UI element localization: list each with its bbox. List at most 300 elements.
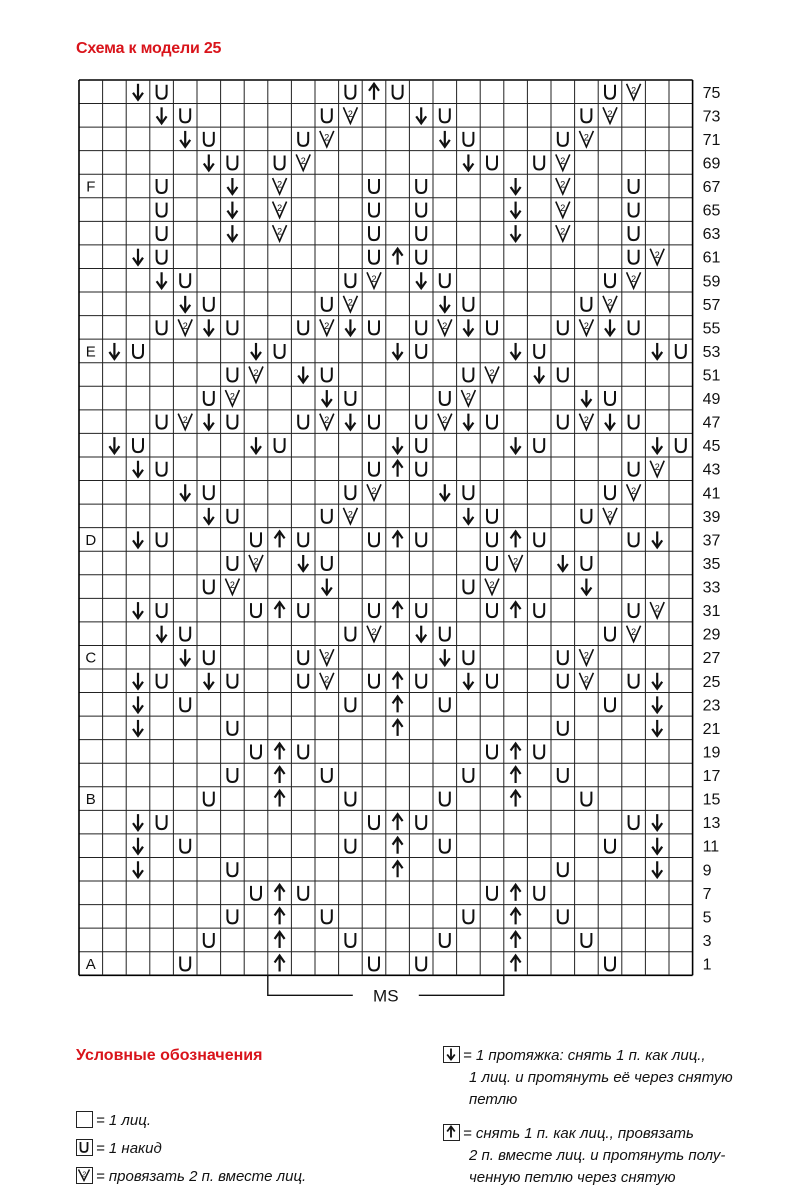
- yarn-over-icon: [157, 815, 167, 829]
- row-number: 57: [702, 296, 721, 314]
- legend-sk2po: [443, 1123, 725, 1189]
- k2tog-icon: [320, 414, 334, 430]
- legend-skpo-text-2: 1 лиц. и протянуть её через снятую: [469, 1069, 733, 1086]
- slip-1-k2tog-pass-over-icon: [393, 696, 403, 712]
- row-number: 59: [702, 273, 721, 291]
- slip-1-k2tog-pass-over-icon: [511, 956, 521, 972]
- yarn-over-icon: [298, 650, 308, 664]
- k2tog-symbol-icon: [76, 1167, 93, 1184]
- slip-1-knit-1-pass-over-icon: [652, 343, 662, 359]
- row-number: 11: [702, 838, 720, 856]
- yarn-over-icon: [227, 320, 237, 334]
- svg-text:2: 2: [371, 485, 377, 496]
- slip-1-knit-1-pass-over-icon: [180, 296, 190, 312]
- row-number: 13: [702, 815, 721, 833]
- yarn-over-icon: [157, 415, 167, 429]
- svg-text:2: 2: [324, 415, 330, 426]
- svg-text:2: 2: [513, 556, 519, 567]
- svg-text:2: 2: [324, 674, 330, 685]
- row-number: 25: [702, 673, 721, 691]
- yarn-over-icon: [629, 462, 639, 476]
- yarn-over-icon: [204, 792, 214, 806]
- slip-1-knit-1-pass-over-icon: [227, 225, 237, 241]
- svg-text:2: 2: [371, 627, 377, 638]
- slip-1-knit-1-pass-over-icon: [393, 437, 403, 453]
- k2tog-icon: [178, 414, 192, 430]
- k2tog-icon: [273, 178, 287, 194]
- yarn-over-icon: [369, 179, 379, 193]
- yarn-over-icon: [558, 650, 568, 664]
- yarn-over-icon: [581, 933, 591, 947]
- svg-text:2: 2: [182, 320, 188, 331]
- yarn-over-icon: [416, 250, 426, 264]
- legend-yo-text: = 1 накид: [96, 1140, 162, 1157]
- yarn-over-icon: [204, 650, 214, 664]
- slip-1-knit-1-pass-over-icon: [204, 673, 214, 689]
- yarn-over-icon: [227, 155, 237, 169]
- slip-1-k2tog-pass-over-icon: [393, 602, 403, 618]
- row-number: 1: [702, 956, 712, 974]
- yarn-over-icon: [534, 886, 544, 900]
- yarn-over-icon: [463, 485, 473, 499]
- yarn-over-icon: [581, 556, 591, 570]
- slip-1-knit-1-pass-over-icon: [440, 484, 450, 500]
- svg-text:2: 2: [277, 203, 283, 214]
- row-number: 19: [702, 744, 721, 762]
- yarn-over-icon: [204, 132, 214, 146]
- yarn-over-icon: [558, 909, 568, 923]
- yarn-over-icon: [322, 768, 332, 782]
- slip-1-knit-1-pass-over-icon: [204, 154, 214, 170]
- k2tog-icon: [603, 296, 617, 312]
- yarn-over-icon: [605, 839, 615, 853]
- yarn-over-icon: [227, 368, 237, 382]
- yarn-over-icon: [322, 509, 332, 523]
- slip-1-knit-1-pass-over-icon: [605, 414, 615, 430]
- k2tog-icon: [627, 626, 641, 642]
- slip-1-k2tog-pass-over-icon: [275, 908, 285, 924]
- yarn-over-icon: [204, 580, 214, 594]
- yarn-over-icon: [487, 532, 497, 546]
- row-number: 51: [702, 367, 721, 385]
- slip-1-knit-1-pass-over-icon: [251, 343, 261, 359]
- slip-1-knit-1-pass-over-icon: [558, 555, 568, 571]
- yarn-over-icon: [133, 438, 143, 452]
- slip-1-knit-1-pass-over-icon: [511, 202, 521, 218]
- slip-1-knit-1-pass-over-icon: [511, 437, 521, 453]
- row-number: 53: [702, 343, 721, 361]
- yarn-over-icon: [345, 85, 355, 99]
- svg-text:2: 2: [324, 132, 330, 143]
- k2tog-icon: [556, 154, 570, 170]
- slip-1-knit-1-pass-over-icon: [345, 319, 355, 335]
- slip-1-knit-1-pass-over-icon: [463, 414, 473, 430]
- slip-1-k2tog-pass-over-icon: [511, 932, 521, 948]
- row-number: 67: [702, 179, 721, 197]
- yarn-over-icon: [487, 509, 497, 523]
- yarn-over-icon: [416, 203, 426, 217]
- section-label: F: [86, 178, 96, 196]
- legend-skpo: [443, 1045, 733, 1111]
- section-label: D: [85, 531, 97, 549]
- svg-text:2: 2: [229, 580, 235, 591]
- slip-1-knit-1-pass-over-icon: [652, 696, 662, 712]
- svg-text:2: 2: [631, 273, 637, 284]
- yarn-over-icon: [581, 108, 591, 122]
- slip-1-knit-1-pass-over-icon: [440, 296, 450, 312]
- svg-text:2: 2: [442, 320, 448, 331]
- yarn-over-icon: [298, 132, 308, 146]
- row-number: 23: [702, 697, 721, 715]
- yarn-over-icon: [558, 415, 568, 429]
- yarn-over-icon: [157, 226, 167, 240]
- yarn-over-icon: [534, 438, 544, 452]
- k2tog-icon: [650, 249, 664, 265]
- k2tog-icon: [579, 414, 593, 430]
- slip-1-knit-1-pass-over-icon: [440, 649, 450, 665]
- yarn-over-icon: [676, 344, 686, 358]
- yarn-over-icon: [157, 674, 167, 688]
- yarn-over-icon: [322, 556, 332, 570]
- svg-text:2: 2: [229, 391, 235, 402]
- legend-skpo-text-3: петлю: [469, 1091, 518, 1108]
- slip-1-k2tog-pass-over-icon: [393, 720, 403, 736]
- yarn-over-icon: [605, 485, 615, 499]
- svg-text:2: 2: [347, 297, 353, 308]
- yarn-over-icon: [629, 179, 639, 193]
- yarn-over-icon: [133, 344, 143, 358]
- yarn-over-icon: [204, 297, 214, 311]
- row-number: 71: [702, 131, 721, 149]
- slip-1-knit-1-pass-over-icon: [157, 107, 167, 123]
- yarn-over-icon: [629, 203, 639, 217]
- yarn-over-icon: [463, 132, 473, 146]
- yarn-over-icon: [227, 909, 237, 923]
- yarn-over-icon: [345, 933, 355, 947]
- slip-1-knit-1-pass-over-icon: [109, 437, 119, 453]
- svg-text:2: 2: [607, 108, 613, 119]
- k2tog-icon: [627, 484, 641, 500]
- yarn-over-icon: [251, 603, 261, 617]
- yarn-over-icon: [629, 226, 639, 240]
- yarn-over-icon: [440, 839, 450, 853]
- row-number: 3: [702, 932, 712, 950]
- yarn-over-icon: [440, 792, 450, 806]
- yarn-over-icon: [581, 509, 591, 523]
- yarn-over-icon: [157, 85, 167, 99]
- slip-1-knit-1-pass-over-icon: [180, 649, 190, 665]
- yarn-over-icon: [440, 108, 450, 122]
- yarn-over-icon: [322, 297, 332, 311]
- slip-1-k2tog-pass-over-icon: [511, 743, 521, 759]
- row-number: 7: [702, 885, 712, 903]
- yarn-over-icon: [558, 674, 568, 688]
- k2tog-icon: [461, 390, 475, 406]
- yarn-over-icon: [629, 603, 639, 617]
- yarn-over-icon: [629, 815, 639, 829]
- yarn-over-icon: [369, 415, 379, 429]
- yarn-over-icon: [180, 273, 190, 287]
- svg-text:2: 2: [631, 627, 637, 638]
- k2tog-icon: [367, 626, 381, 642]
- slip-1-knit-1-pass-over-icon: [463, 673, 473, 689]
- row-number: 15: [702, 791, 721, 809]
- yarn-over-icon: [487, 674, 497, 688]
- slip-1-k2tog-pass-over-icon: [511, 602, 521, 618]
- row-number: 55: [702, 320, 721, 338]
- yarn-over-icon: [298, 415, 308, 429]
- slip-1-knit-1-pass-over-icon: [133, 461, 143, 477]
- yarn-over-icon: [180, 957, 190, 971]
- yarn-over-icon: [322, 368, 332, 382]
- svg-text:2: 2: [583, 132, 589, 143]
- yarn-over-icon: [558, 368, 568, 382]
- yarn-over-icon: [487, 886, 497, 900]
- k2tog-icon: [249, 555, 263, 571]
- slip-1-knit-1-pass-over-icon: [133, 249, 143, 265]
- yarn-over-icon: [157, 250, 167, 264]
- svg-text:2: 2: [253, 556, 259, 567]
- k2tog-icon: [627, 272, 641, 288]
- k2tog-icon: [579, 319, 593, 335]
- svg-text:2: 2: [182, 415, 188, 426]
- yarn-over-icon: [629, 532, 639, 546]
- yarn-over-icon: [416, 815, 426, 829]
- yarn-over-icon: [487, 155, 497, 169]
- k2tog-icon: [367, 484, 381, 500]
- yarn-over-icon: [558, 320, 568, 334]
- yarn-over-icon: [369, 226, 379, 240]
- slip-1-knit-1-pass-over-icon: [463, 508, 473, 524]
- yarn-over-icon: [345, 485, 355, 499]
- svg-text:2: 2: [654, 462, 660, 473]
- slip-1-k2tog-pass-over-icon: [511, 767, 521, 783]
- section-label: E: [85, 343, 96, 361]
- yarn-over-icon: [463, 368, 473, 382]
- row-number: 69: [702, 155, 721, 173]
- legend-skpo-text-1: = 1 протяжка: снять 1 п. как лиц.,: [463, 1047, 706, 1064]
- row-number: 65: [702, 202, 721, 220]
- slip-1-k2tog-pass-over-icon: [275, 767, 285, 783]
- slip-1-knit-1-pass-over-icon: [511, 343, 521, 359]
- slip-1-k2tog-pass-over-icon: [393, 673, 403, 689]
- row-number: 33: [702, 579, 721, 597]
- yarn-over-icon: [298, 320, 308, 334]
- svg-text:2: 2: [607, 297, 613, 308]
- slip-1-knit-1-pass-over-icon: [322, 579, 332, 595]
- k2tog-icon: [438, 319, 452, 335]
- svg-text:2: 2: [347, 509, 353, 520]
- svg-text:2: 2: [489, 368, 495, 378]
- k2tog-icon: [579, 649, 593, 665]
- yarn-over-icon: [204, 933, 214, 947]
- k2tog-icon: [579, 673, 593, 689]
- svg-text:2: 2: [560, 155, 566, 166]
- yarn-over-icon: [416, 462, 426, 476]
- k2tog-icon: [509, 555, 523, 571]
- yarn-over-icon: [227, 768, 237, 782]
- svg-text:2: 2: [300, 155, 306, 166]
- yarn-over-icon: [345, 839, 355, 853]
- knit-symbol-icon: [76, 1111, 93, 1128]
- yarn-over-icon: [227, 415, 237, 429]
- slip-1-knit-1-pass-over-icon: [416, 107, 426, 123]
- yarn-over-icon: [605, 273, 615, 287]
- slip-1-k2tog-pass-over-icon: [369, 84, 379, 100]
- yarn-over-icon: [275, 155, 285, 169]
- yarn-over-icon: [581, 297, 591, 311]
- yarn-over-icon: [440, 697, 450, 711]
- svg-text:2: 2: [583, 320, 589, 331]
- slip-1-knit-1-pass-over-icon: [416, 272, 426, 288]
- legend-knit-text: = 1 лиц.: [96, 1112, 151, 1129]
- yarn-over-icon: [369, 603, 379, 617]
- yarn-over-icon: [581, 792, 591, 806]
- slip-1-knit-1-pass-over-icon: [511, 225, 521, 241]
- slip-1-knit-1-pass-over-icon: [511, 178, 521, 194]
- slip-knit-pass-symbol-icon: [443, 1046, 460, 1063]
- yarn-over-icon: [629, 674, 639, 688]
- slip-1-knit-1-pass-over-icon: [133, 602, 143, 618]
- svg-text:2: 2: [631, 85, 637, 96]
- yarn-over-icon: [345, 697, 355, 711]
- yarn-over-icon: [416, 438, 426, 452]
- legend-yo: [76, 1138, 162, 1160]
- yarn-over-icon: [534, 344, 544, 358]
- slip-1-knit-1-pass-over-icon: [251, 437, 261, 453]
- yarn-over-icon: [227, 721, 237, 735]
- k2tog-icon: [603, 107, 617, 123]
- slip-1-k2tog-pass-over-icon: [393, 461, 403, 477]
- svg-text:2: 2: [277, 226, 283, 237]
- slip-1-knit-1-pass-over-icon: [652, 720, 662, 736]
- row-number: 63: [702, 226, 721, 244]
- slip-1-k2tog-pass-over-icon: [275, 932, 285, 948]
- yarn-over-icon: [416, 415, 426, 429]
- svg-text:2: 2: [583, 415, 589, 426]
- slip-1-knit-1-pass-over-icon: [652, 437, 662, 453]
- yarn-over-icon: [157, 203, 167, 217]
- yarn-over-icon: [157, 603, 167, 617]
- slip-1-knit-1-pass-over-icon: [227, 178, 237, 194]
- legend-k2tog: [76, 1166, 306, 1188]
- legend-title: Условные обозначения: [76, 1047, 263, 1064]
- slip-1-k2tog-pass-over-icon: [393, 861, 403, 877]
- slip-1-knit-1-pass-over-icon: [133, 720, 143, 736]
- row-number: 41: [702, 485, 721, 503]
- yarn-over-icon: [275, 438, 285, 452]
- k2tog-icon: [650, 602, 664, 618]
- yarn-over-icon: [629, 320, 639, 334]
- yarn-over-icon: [180, 627, 190, 641]
- k2tog-icon: [320, 673, 334, 689]
- slip-1-knit-1-pass-over-icon: [322, 390, 332, 406]
- ms-bracket: [268, 975, 504, 1005]
- row-number: 37: [702, 532, 721, 550]
- yarn-over-icon: [487, 744, 497, 758]
- yarn-over-icon: [180, 839, 190, 853]
- yarn-over-icon: [251, 532, 261, 546]
- yarn-over-icon: [416, 226, 426, 240]
- row-number: 29: [702, 626, 721, 644]
- slip-1-k2tog-pass-over-icon: [511, 885, 521, 901]
- svg-text:2: 2: [82, 1171, 86, 1179]
- slip-1-knit-1-pass-over-icon: [463, 319, 473, 335]
- slip-1-knit-1-pass-over-icon: [157, 272, 167, 288]
- slip-1-knit-1-pass-over-icon: [109, 343, 119, 359]
- k2tog-icon: [556, 225, 570, 241]
- row-number: 39: [702, 508, 721, 526]
- yarn-over-icon: [180, 108, 190, 122]
- svg-text:2: 2: [324, 320, 330, 331]
- row-number: 61: [702, 249, 721, 267]
- row-number: 73: [702, 108, 721, 126]
- svg-text:2: 2: [489, 580, 495, 591]
- yarn-over-icon: [463, 650, 473, 664]
- yarn-over-icon: [416, 674, 426, 688]
- row-number: 45: [702, 438, 721, 456]
- row-number: 31: [702, 603, 721, 621]
- svg-text:2: 2: [442, 415, 448, 426]
- svg-text:2: 2: [583, 674, 589, 685]
- yarn-over-icon: [369, 203, 379, 217]
- slip-1-k2tog-pass-over-icon: [393, 838, 403, 854]
- k2tog-icon: [603, 508, 617, 524]
- yarn-over-icon: [558, 132, 568, 146]
- row-number: 17: [702, 768, 721, 786]
- yarn-over-icon: [298, 886, 308, 900]
- svg-text:2: 2: [253, 368, 259, 378]
- svg-text:2: 2: [560, 226, 566, 237]
- legend-sk2po-text-1: = снять 1 п. как лиц., провязать: [463, 1125, 694, 1142]
- yarn-over-icon: [487, 556, 497, 570]
- k2tog-icon: [320, 319, 334, 335]
- yarn-over-icon: [487, 415, 497, 429]
- legend-sk2po-text-2: 2 п. вместе лиц. и протянуть полу-: [469, 1147, 726, 1164]
- slip-1-knit-1-pass-over-icon: [416, 626, 426, 642]
- yarn-over-icon: [157, 462, 167, 476]
- yarn-over-icon: [534, 532, 544, 546]
- yarn-over-icon: [227, 556, 237, 570]
- svg-text:2: 2: [465, 391, 471, 402]
- yarn-over-icon: [629, 250, 639, 264]
- slip-1-k2tog-pass-over-icon: [275, 956, 285, 972]
- slip-1-knit-1-pass-over-icon: [652, 673, 662, 689]
- yarn-over-icon: [298, 744, 308, 758]
- yarn-over-icon: [463, 297, 473, 311]
- yarn-over-icon: [605, 697, 615, 711]
- yarn-over-icon: [369, 957, 379, 971]
- yarn-over-icon: [322, 108, 332, 122]
- slip-1-knit-1-pass-over-icon: [298, 555, 308, 571]
- yarn-over-icon: [416, 320, 426, 334]
- slip-1-knit-1-pass-over-icon: [204, 508, 214, 524]
- k2tog-icon: [650, 461, 664, 477]
- yarn-over-icon: [180, 697, 190, 711]
- yarn-over-icon: [227, 509, 237, 523]
- slip-1-knit-1-pass-over-icon: [440, 131, 450, 147]
- yarn-over-icon: [369, 462, 379, 476]
- yarn-over-icon: [487, 320, 497, 334]
- slip-1-knit-1-pass-over-icon: [652, 814, 662, 830]
- yarn-over-icon: [558, 768, 568, 782]
- yarn-over-icon: [463, 909, 473, 923]
- yarn-over-icon: [416, 179, 426, 193]
- k2tog-icon: [320, 649, 334, 665]
- svg-text:2: 2: [654, 250, 660, 261]
- row-number: 27: [702, 650, 721, 668]
- k2tog-icon: [320, 131, 334, 147]
